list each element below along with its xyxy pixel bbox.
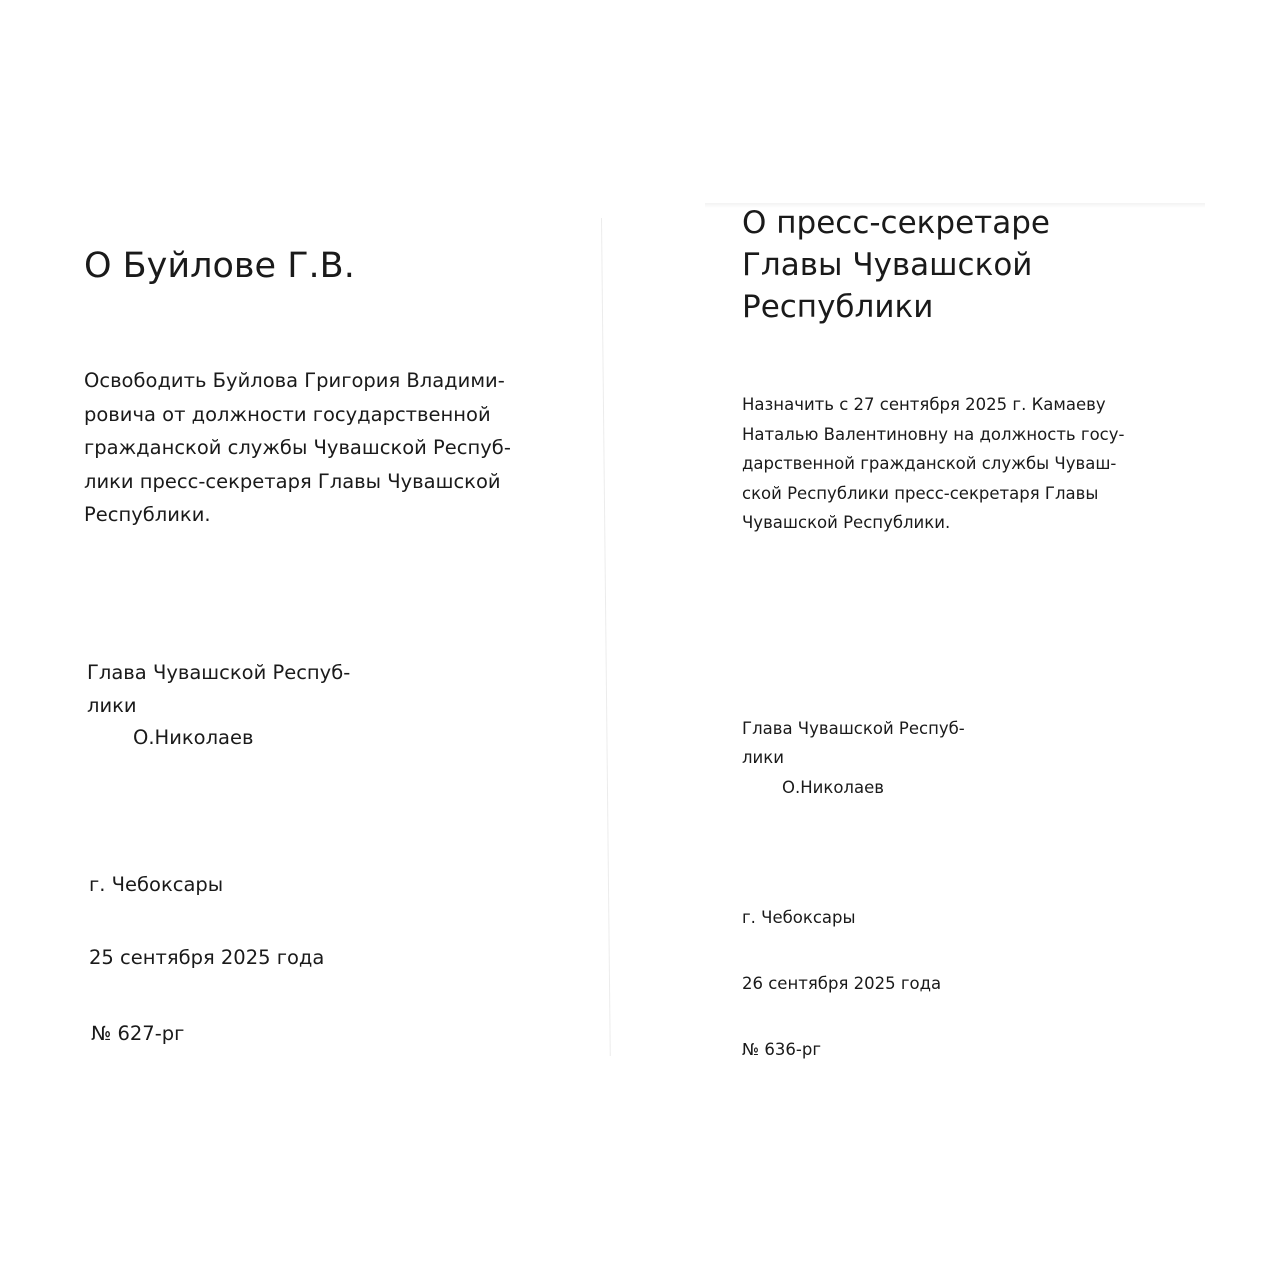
document-number: № 627-рг: [91, 1022, 185, 1045]
document-date: 26 сентября 2025 года: [742, 974, 942, 993]
signature-title: Глава Чувашской Респуб- лики: [87, 660, 351, 717]
document-number: № 636-рг: [742, 1040, 821, 1059]
page-divider: [601, 218, 619, 1056]
document-left: [84, 240, 574, 1047]
signature-name: О.Николаев: [133, 725, 254, 749]
document-city: г. Чебоксары: [742, 908, 856, 927]
title-line: Республики: [742, 289, 934, 325]
document-right: [742, 202, 1182, 1061]
signature-block: [742, 714, 1182, 803]
document-city: г. Чебоксары: [89, 873, 224, 896]
title-line: Главы Чувашской: [742, 247, 1033, 283]
signature-name: О.Николаев: [782, 777, 884, 797]
document-title: [742, 202, 1182, 328]
document-title: О Буйлове Г.В.: [84, 246, 355, 286]
signature-title: Глава Чувашской Респуб- лики: [742, 718, 965, 767]
title-line: О пресс-секретаре: [742, 205, 1050, 241]
document-body: Назначить с 27 сентября 2025 г. Камаеву Наталью Валентиновну на должность госу- дарственной гражданской службы Чуваш- ской Республики пресс-секретаря Главы Чувашской Республики.: [742, 395, 1125, 532]
document-body: Освободить Буйлова Григория Владими- ровича от должности государственной гражданской службы Чувашской Респуб- лики пресс-секретаря Главы Чувашской Республики.: [84, 369, 511, 526]
signature-block: [84, 656, 574, 755]
document-date: 25 сентября 2025 года: [89, 946, 325, 969]
